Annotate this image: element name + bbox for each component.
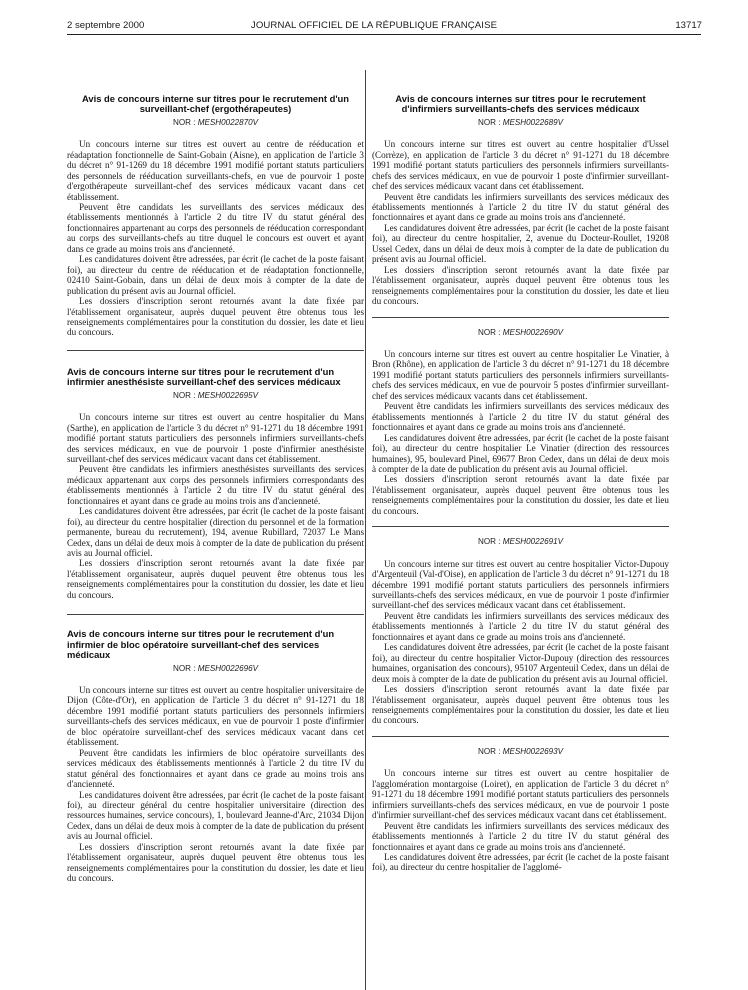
nor-reference: [67, 118, 364, 128]
notice-paragraph: Les candidatures doivent être adressées, par écrit (le cachet de la poste faisant foi), au directeur du centre de rééducation et de réadaptation fonctionnelle, 02410 Saint-Gobain, dans un délai de deux mois à compter de la date de publication du présent avis au Journal officiel.: [67, 254, 364, 296]
notice-paragraph: Les dossiers d'inscription seront retournés avant la date fixée par l'établissement organisateur, auprès duquel peuvent être obtenus tous les renseignements complémentaires pour la constitution du dossier, les date et lieu du concours.: [67, 296, 364, 338]
notice-title: Avis de concours internes sur titres pour le recrutement d'infirmiers surveillants-chefs des services médicaux: [395, 93, 646, 115]
notice-infirmier-anesthesiste: [67, 367, 364, 600]
nor-id: MESH0022690V: [502, 327, 564, 337]
section-rule: [372, 526, 669, 527]
notice-paragraph: Peuvent être candidats les infirmiers surveillants des services médicaux des établissements mentionnés à l'article 2 du titre IV du statut général des fonctionnaires et ayant dans ce grade au moins trois ans d'ancienneté.: [372, 191, 669, 223]
nor-label: NOR :: [477, 537, 501, 547]
nor-label: NOR :: [477, 327, 501, 337]
notice-title: Avis de concours interne sur titres pour le recrutement d'un surveillant-chef (ergothérapeutes): [81, 93, 350, 115]
notice-paragraph: Un concours interne sur titres est ouvert au centre hospitalier du Mans (Sarthe), en application de l'article 3 du décret n° 91-1271 du 18 décembre 1991 modifié portant statuts particuliers des personnels infirmiers surveillants-chefs des services médicaux, en vue de pourvoir 1 poste d'infirmier anesthésiste surveillant-chef des services médicaux vacant dans cet établissement.: [67, 412, 364, 464]
notice-bron: [372, 328, 669, 517]
nor-label: NOR :: [172, 117, 196, 127]
nor-label: NOR :: [172, 663, 196, 673]
section-rule: [372, 736, 669, 737]
notice-title: Avis de concours interne sur titres pour le recrutement d'un infirmier de bloc opératoire surveillant-chef des services médicaux: [67, 628, 335, 661]
nor-reference: [372, 118, 669, 128]
notice-argenteuil: [372, 537, 669, 726]
notice-paragraph: Les candidatures doivent être adressées, par écrit (le cachet de la poste faisant foi), au directeur du centre hospitalier de l'agglomé-: [372, 852, 669, 873]
column-separator: [365, 70, 366, 990]
notice-paragraph: Les candidatures doivent être adressées, par écrit (le cachet de la poste faisant foi), au directeur du centre hospitalier Le Vinatier (direction des ressources humaines), 95, boulevard Pinel, 69677 Bron Cedex, dans un délai de deux mois à compter de la date de publication du présent avis au Journal officiel.: [372, 432, 669, 474]
notice-ussel: [372, 118, 669, 307]
nor-id: MESH0022693V: [502, 746, 564, 756]
publication-date: 2 septembre 2000: [67, 20, 145, 31]
nor-reference: [372, 537, 669, 547]
nor-id: MESH0022689V: [502, 117, 564, 127]
nor-id: MESH0022695V: [197, 390, 259, 400]
header-rule: [67, 34, 701, 35]
nor-reference: [372, 747, 669, 757]
notice-paragraph: Les dossiers d'inscription seront retournés avant la date fixée par l'établissement organisateur, auprès duquel peuvent être obtenus tous les renseignements complémentaires pour la constitution du dossier, les date et lieu du concours.: [67, 841, 364, 884]
notice-paragraph: Peuvent être candidats les infirmiers surveillants des services médicaux des établissements mentionnés à l'article 2 du titre IV du statut général des fonctionnaires et ayant dans ce grade au moins trois ans d'ancienneté.: [372, 401, 669, 433]
notice-paragraph: Un concours interne sur titres est ouvert au centre hospitalier Le Vinatier, à Bron (Rhône), en application de l'article 3 du décret n° 91-1271 du 18 décembre 1991 modifié portant statuts particuliers des personnels infirmiers surveillants-chefs des services médicaux, en vue de pourvoir 5 postes d'infirmier surveillant-chef des services médicaux vacants dans cet établissement.: [372, 348, 669, 401]
right-column: [372, 94, 669, 873]
notice-paragraph: Un concours interne sur titres est ouvert au centre hospitalier de l'agglomération montargoise (Loiret), en application de l'article 3 du décret n° 91-1271 du 18 décembre 1991 modifié portant statuts particuliers des personnels infirmiers surveillants-chefs des services médicaux, en vue de pourvoir 1 poste d'infirmier surveillant-chef des services médicaux vacant dans cet établissement.: [372, 768, 669, 821]
page-header: [0, 0, 748, 34]
notice-paragraph: Les dossiers d'inscription seront retournés avant la date fixée par l'établissement organisateur, auprès duquel peuvent être obtenus tous les renseignements complémentaires pour la constitution du dossier, les date et lieu du concours.: [67, 558, 364, 600]
nor-reference: [372, 328, 669, 338]
notice-paragraph: Les candidatures doivent être adressées, par écrit (le cachet de la poste faisant foi), au directeur du centre hospitalier (direction du personnel et de la formation permanente, bureau du recrutement), 194, avenue Rubillard, 72037 Le Mans Cedex, dans un délai de deux mois à compter de la date de publication du présent avis au Journal officiel.: [67, 506, 364, 559]
page-number: 13717: [675, 20, 702, 31]
journal-title: JOURNAL OFFICIEL DE LA RÉPUBLIQUE FRANÇAISE: [250, 20, 498, 31]
section-rule: [67, 350, 364, 351]
nor-label: NOR :: [477, 746, 501, 756]
nor-label: NOR :: [477, 117, 501, 127]
notice-paragraph: Un concours interne sur titres est ouvert au centre hospitalier d'Ussel (Corrèze), en application de l'article 3 du décret n° 91-1271 du 18 décembre 1991 modifié portant statuts particuliers des personnels infirmiers surveillants-chefs des services médicaux, en vue de pourvoir 1 poste d'infirmier surveillant-chef des services médicaux vacant dans cet établissement.: [372, 139, 669, 192]
notice-paragraph: Peuvent être candidats les infirmiers surveillants des services médicaux des établissements mentionnés à l'article 2 du titre IV du statut général des fonctionnaires et ayant dans ce grade au moins trois ans d'ancienneté.: [372, 610, 669, 642]
notice-paragraph: Les dossiers d'inscription seront retournés avant la date fixée par l'établissement organisateur, auprès duquel peuvent être obtenus tous les renseignements complémentaires pour la constitution du dossier, les date et lieu du concours.: [372, 474, 669, 516]
nor-id: MESH0022696V: [197, 663, 259, 673]
nor-id: MESH0022691V: [502, 537, 564, 547]
notice-title: Avis de concours interne sur titres pour le recrutement d'un infirmier anesthésiste surveillant-chef des services médicaux: [67, 365, 341, 388]
notice-paragraph: Un concours interne sur titres est ouvert au centre hospitalier universitaire de Dijon (Côte-d'Or), en application de l'article 3 du décret n° 91-1271 du 18 décembre 1991 modifié portant statuts particuliers des personnels infirmiers surveillants-chefs des services médicaux, en vue de pourvoir 1 poste d'infirmier de bloc opératoire surveillant-chef des services médicaux vacant dans cet établissement.: [67, 684, 364, 748]
notice-paragraph: Les dossiers d'inscription seront retournés avant la date fixée par l'établissement organisateur, auprès duquel peuvent être obtenus tous les renseignements complémentaires pour la constitution du dossier, les date et lieu du concours.: [372, 684, 669, 726]
notice-paragraph: Les candidatures doivent être adressées, par écrit (le cachet de la poste faisant foi), au directeur du centre hospitalier Victor-Dupouy (direction des ressources humaines, organisation des concours), 95107 Argenteuil Cedex, dans un délai de deux mois à compter de la date de publication du présent avis au Journal officiel.: [372, 642, 669, 684]
notice-paragraph: Les candidatures doivent être adressées, par écrit (le cachet de la poste faisant foi), au directeur général du centre hospitalier universitaire (direction des ressources humaines, service concours), 1, boulevard Jeanne-d'Arc, 21034 Dijon Cedex, dans un délai de deux mois à compter de la date de publication du présent avis au Journal officiel.: [67, 789, 364, 842]
notice-infirmier-bloc-operatoire: [67, 629, 364, 883]
notice-paragraph: Peuvent être candidats les infirmiers anesthésistes surveillants des services médicaux appartenant aux corps des personnels infirmiers correspondants des établissements mentionnés à l'article 2 du titre IV du statut général des fonctionnaires et ayant dans ce grade au moins trois ans d'ancienneté.: [67, 464, 364, 506]
notice-paragraph: Peuvent être candidats les infirmiers de bloc opératoire surveillants des services médicaux des établissements mentionnés à l'article 2 du titre IV du statut général des fonctionnaires et ayant dans ce grade au moins trois ans d'ancienneté.: [67, 747, 364, 790]
notice-paragraph: Peuvent être candidats les infirmiers surveillants des services médicaux des établissements mentionnés à l'article 2 du titre IV du statut général des fonctionnaires et ayant dans ce grade au moins trois ans d'ancienneté.: [372, 820, 669, 852]
notice-montargis: [372, 747, 669, 873]
section-rule: [67, 614, 364, 615]
nor-label: NOR :: [172, 390, 196, 400]
notice-paragraph: Un concours interne sur titres est ouvert au centre de rééducation et réadaptation fonctionnelle de Saint-Gobain (Aisne), en application de l'article 3 du décret n° 91-1269 du 18 décembre 1991 modifié portant statuts particuliers des personnels de rééducation surveillants-chefs, en vue de pourvoir 1 poste d'ergothérapeute surveillant-chef des services médicaux vacant dans cet établissement.: [67, 139, 364, 202]
notice-paragraph: Les candidatures doivent être adressées, par écrit (le cachet de la poste faisant foi), au directeur du centre hospitalier, 2, avenue du Docteur-Roullet, 19208 Ussel Cedex, dans un délai de deux mois à compter de la date de publication du présent avis au Journal officiel.: [372, 222, 669, 265]
section-rule: [372, 317, 669, 318]
nor-reference: [67, 391, 364, 401]
left-column: [67, 94, 364, 884]
notice-paragraph: Peuvent être candidats les surveillants des services médicaux des établissements mentionnés à l'article 2 du titre IV du statut général des fonctionnaires appartenant au corps des personnels de rééducation correspondant au corps des surveillants-chefs au titre duquel le concours est ouvert et ayant dans ce grade au moins trois ans d'ancienneté.: [67, 201, 364, 254]
notice-ergotherapeute: [67, 94, 364, 338]
nor-reference: [67, 664, 364, 674]
nor-id: MESH0022870V: [197, 117, 259, 127]
notice-paragraph: Un concours interne sur titres est ouvert au centre hospitalier Victor-Dupouy d'Argenteuil (Val-d'Oise), en application de l'article 3 du décret n° 91-1271 du 18 décembre 1991 modifié portant statuts particuliers des personnels infirmiers surveillants-chefs des services médicaux, en vue de pourvoir 1 poste d'infirmier surveillant-chef des services médicaux vacant dans cet établissement.: [372, 558, 669, 611]
notice-paragraph: Les dossiers d'inscription seront retournés avant la date fixée par l'établissement organisateur, auprès duquel peuvent être obtenus tous les renseignements complémentaires pour la constitution du dossier, les date et lieu du concours.: [372, 264, 669, 307]
